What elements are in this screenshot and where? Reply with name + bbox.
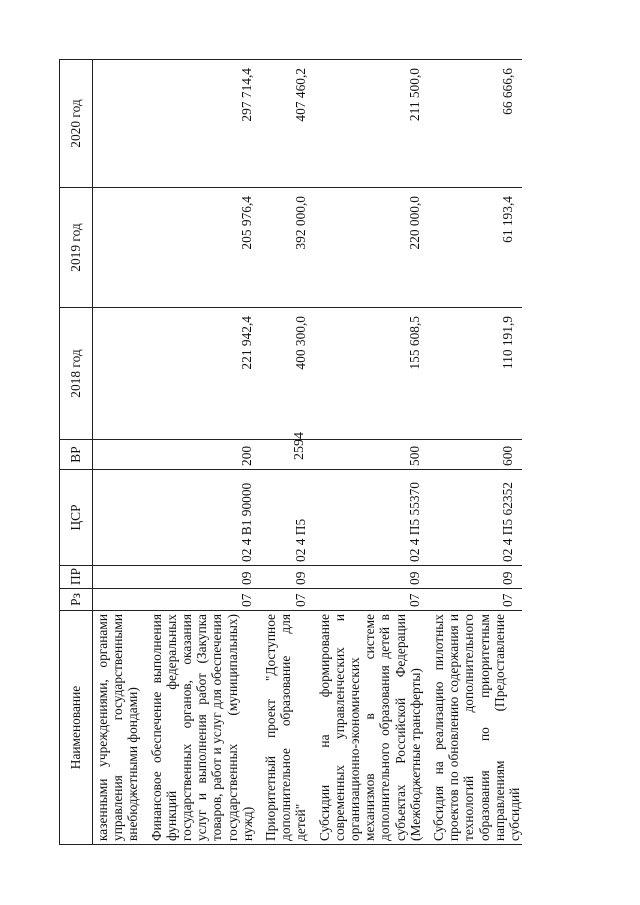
row-pr: 09	[315, 566, 429, 589]
row-2020: 297 714,4	[147, 60, 261, 188]
header-pr: ПР	[60, 566, 93, 589]
row-name: казенными учреждениями, органами управления государственными внебюджетными фондами)	[93, 611, 147, 845]
row-2020	[93, 60, 147, 188]
row-pr: 09	[429, 566, 522, 589]
row-vr	[93, 440, 147, 470]
budget-table	[59, 59, 522, 845]
header-2019: 2019 год	[60, 188, 93, 308]
row-2018: 400 300,0	[261, 308, 315, 440]
row-2019: 61 193,4	[429, 188, 522, 308]
row-vr: 200	[147, 440, 261, 470]
row-2019: 205 976,4	[147, 188, 261, 308]
row-vr: 600	[429, 440, 522, 470]
row-name: Субсидии на формирование современных управленческих и организационно-экономических механизмов в системе дополнительного образования детей в субъектах Российской Федерации (Межбюджетные трансферты)	[315, 611, 429, 845]
table-row	[315, 60, 429, 845]
row-vr: 500	[315, 440, 429, 470]
header-2020: 2020 год	[60, 60, 93, 188]
row-2019: 220 000,0	[315, 188, 429, 308]
row-rz: 07	[261, 589, 315, 611]
row-name: Субсидия на реализацию пилотных проектов по обновлению содержания и технологий дополнительного образования по приоритетным направлениям (Предоставление субсидий	[429, 611, 522, 845]
rotated-table-sheet	[59, 60, 594, 845]
row-csr: 02 4 В1 90000	[147, 470, 261, 566]
row-csr	[93, 470, 147, 566]
row-2019	[93, 188, 147, 308]
table-header-row	[60, 60, 93, 845]
header-rz: Рз	[60, 589, 93, 611]
row-rz: 07	[429, 589, 522, 611]
row-rz: 07	[315, 589, 429, 611]
row-rz	[93, 589, 147, 611]
row-2019: 392 000,0	[261, 188, 315, 308]
row-csr: 02 4 П5 55370	[315, 470, 429, 566]
row-2018: 221 942,4	[147, 308, 261, 440]
table-row	[429, 60, 522, 845]
row-pr: 09	[147, 566, 261, 589]
row-pr: 09	[261, 566, 315, 589]
row-2020: 407 460,2	[261, 60, 315, 188]
row-vr	[261, 440, 315, 470]
header-2018: 2018 год	[60, 308, 93, 440]
row-csr: 02 4 П5 62352	[429, 470, 522, 566]
row-2018: 110 191,9	[429, 308, 522, 440]
row-2020: 211 500,0	[315, 60, 429, 188]
row-name: Приоритетный проект "Доступное дополнительное образование для детей"	[261, 611, 315, 845]
header-vr: ВР	[60, 440, 93, 470]
table-row	[261, 60, 315, 845]
row-2018: 155 608,5	[315, 308, 429, 440]
row-csr: 02 4 П5	[261, 470, 315, 566]
page-number: 2594	[292, 432, 307, 460]
table-row	[93, 60, 147, 845]
row-rz: 07	[147, 589, 261, 611]
header-name: Наименование	[60, 611, 93, 845]
row-pr	[93, 566, 147, 589]
row-name: Финансовое обеспечение выполнения функций федеральных государственных органов, оказания услуг и выполнения работ (Закупка товаров, работ и услуг для обеспечения государственных (муниципальных) нужд)	[147, 611, 261, 845]
row-2020: 66 666,6	[429, 60, 522, 188]
row-2018	[93, 308, 147, 440]
header-csr: ЦСР	[60, 470, 93, 566]
table-row	[147, 60, 261, 845]
